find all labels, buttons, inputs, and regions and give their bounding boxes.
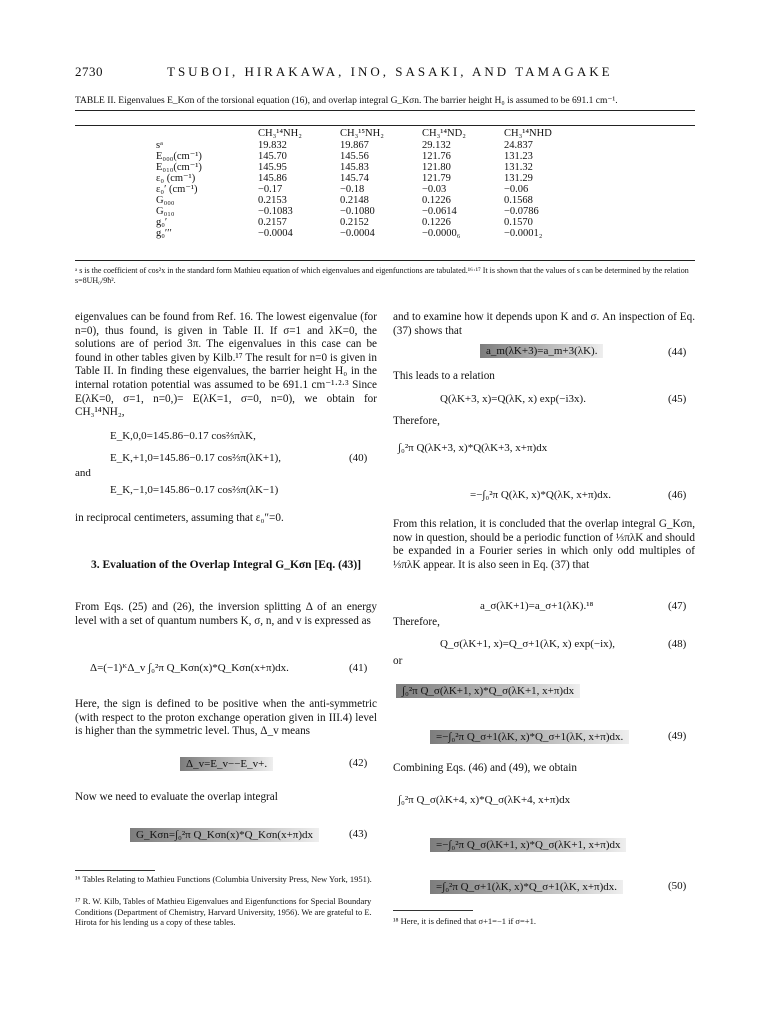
table-row: [150, 195, 580, 206]
right-or: or: [393, 655, 403, 667]
table-cell: −0.17: [258, 184, 283, 195]
right-therefore-2: Therefore,: [393, 616, 440, 628]
table-cell: 145.56: [340, 151, 369, 162]
table-cell: 29.132: [422, 140, 451, 151]
table-row: [150, 217, 580, 228]
table-cell: 145.86: [258, 173, 287, 184]
equation-40a: E_K,0,0=145.86−0.17 cos⅔πλK,: [110, 430, 256, 442]
equation-42: Δ_v=E_v−−E_v+.: [180, 757, 273, 771]
table-cell: 145.83: [340, 162, 369, 173]
table-col-header: CH₃¹⁴NH₂: [258, 127, 302, 139]
table-cell: 24.837: [504, 140, 533, 151]
table-header-row: [150, 126, 580, 140]
equation-46a: ∫₀²π Q(λK+3, x)*Q(λK+3, x+π)dx: [398, 442, 548, 454]
running-head-authors: TSUBOI, HIRAKAWA, INO, SASAKI, AND TAMAGAKE: [167, 64, 613, 79]
equation-43: G_Kσn=∫₀²π Q_Kσn(x)*Q_Kσn(x+π)dx: [130, 828, 319, 842]
equation-40b: E_K,+1,0=145.86−0.17 cos⅔π(λK+1),: [110, 452, 282, 464]
equation-number-43: (43): [349, 828, 368, 840]
equation-46b: =−∫₀²π Q(λK, x)*Q(λK, x+π)dx.: [470, 489, 611, 501]
table-cell: −0.0004: [258, 228, 293, 239]
table-cell: 19.867: [340, 140, 369, 151]
table-cell: 145.74: [340, 173, 369, 184]
table-col-header: CH₃¹⁴NHD: [504, 127, 552, 139]
right-para-1: and to examine how it depends upon K and σ. An inspection of Eq. (37) shows that: [393, 311, 695, 337]
table-row: [150, 184, 580, 195]
table-cell: −0.0614: [422, 206, 457, 217]
table-cell: 19.832: [258, 140, 287, 151]
table-cell: −0.0000₆: [422, 228, 461, 239]
table-row-label: ε₀ (cm⁻¹): [156, 173, 196, 184]
equation-number-41: (41): [349, 662, 368, 674]
table-cell: 145.95: [258, 162, 287, 173]
table-row: [150, 162, 580, 173]
table-row-label: E₀₁₀(cm⁻¹): [156, 162, 202, 173]
table-row: [150, 228, 580, 239]
equation-number-45: (45): [668, 393, 687, 405]
table-col-header: CH₃¹⁴ND₂: [422, 127, 466, 139]
equation-49a: ∫₀²π Q_σ(λK+1, x)*Q_σ(λK+1, x+π)dx: [396, 684, 580, 698]
equation-40c: E_K,−1,0=145.86−0.17 cos⅔π(λK−1): [110, 484, 279, 496]
section-heading: 3. Evaluation of the Overlap Integral G_Kσn [Eq. (43)]: [90, 559, 362, 571]
footnote-18: ¹⁸ Here, it is defined that σ+1=−1 if σ=+1.: [393, 916, 536, 926]
table-row-label: g₀′′′: [156, 228, 172, 239]
table-row-label: sᵃ: [156, 140, 163, 151]
table-row: [150, 206, 580, 217]
table-row: [150, 173, 580, 184]
left-para-5: Now we need to evaluate the overlap integral: [75, 791, 278, 803]
left-para-2: in reciprocal centimeters, assuming that ε₀″=0.: [75, 512, 284, 524]
table-cell: 121.79: [422, 173, 451, 184]
equation-48: Q_σ(λK+1, x)=Q_σ+1(λK, x) exp(−ix),: [440, 638, 616, 650]
table-cell: 0.1570: [504, 217, 533, 228]
table-cell: 0.1568: [504, 195, 533, 206]
right-para-4: Combining Eqs. (46) and (49), we obtain: [393, 762, 577, 774]
left-para-3: From Eqs. (25) and (26), the inversion splitting Δ of an energy level with a set of quantum numbers K, σ, n, and v is expressed as: [75, 601, 377, 627]
footnote-rule-right: [393, 910, 473, 911]
table-cell: −0.0001₂: [504, 228, 543, 239]
table-cell: 145.70: [258, 151, 287, 162]
table-cell: −0.06: [504, 184, 529, 195]
footnote-16: ¹⁶ Tables Relating to Mathieu Functions (Columbia University Press, New York, 1951).: [75, 874, 372, 884]
equation-45: Q(λK+3, x)=Q(λK, x) exp(−i3x).: [440, 393, 586, 405]
equation-number-48: (48): [668, 638, 687, 650]
right-para-3: From this relation, it is concluded that the overlap integral G_Kσn, now in question, should be a periodic function of ⅓πλK and should be expanded in a Fourier series in which only odd multiples of ⅓πλK appear. It is also seen in Eq. (37) that: [393, 518, 695, 571]
table-cell: 131.23: [504, 151, 533, 162]
equation-number-46: (46): [668, 489, 687, 501]
table-cell: 0.2153: [258, 195, 287, 206]
table-row-label: E₀₀₀(cm⁻¹): [156, 151, 202, 162]
equation-number-49: (49): [668, 730, 687, 742]
equation-50a: ∫₀²π Q_σ(λK+4, x)*Q_σ(λK+4, x+π)dx: [398, 794, 571, 806]
table-col-header: CH₃¹⁵NH₂: [340, 127, 384, 139]
equation-49b: =−∫₀²π Q_σ+1(λK, x)*Q_σ+1(λK, x+π)dx.: [430, 730, 629, 744]
table-row-label: ε₀′ (cm⁻¹): [156, 184, 198, 195]
equation-number-44: (44): [668, 346, 687, 358]
footnote-rule: [75, 870, 155, 871]
table-cell: 0.1226: [422, 195, 451, 206]
table-cell: −0.1080: [340, 206, 375, 217]
equation-44: a_m(λK+3)=a_m+3(λK).: [480, 344, 603, 358]
eigenvalue-table: [150, 126, 580, 239]
table-row: [150, 140, 580, 151]
table-body: [150, 140, 580, 239]
table-row: [150, 151, 580, 162]
table-cell: −0.18: [340, 184, 365, 195]
table-cell: 131.29: [504, 173, 533, 184]
equation-number-50: (50): [668, 880, 687, 892]
footnote-17: ¹⁷ R. W. Kilb, Tables of Mathieu Eigenvalues and Eigenfunctions for Special Boundary Conditions (Department of Chemistry, Harvard University, 1956). We are grateful to E. Hirota for his lending us a copy of these tables.: [75, 896, 372, 927]
table-row-label: G₀₀₀: [156, 195, 175, 206]
table-cell: 131.32: [504, 162, 533, 173]
table-top-rule: [75, 110, 695, 111]
equation-number-42: (42): [349, 757, 368, 769]
table-footnote: ᵃ s is the coefficient of cos²x in the standard form Mathieu equation of which eigenvalues and eigenfunctions are tabulated.¹⁶·¹⁷ It is shown that the values of s can be determined by the relation s=8UH₀/9ħ².: [75, 266, 689, 285]
table-cell: 0.2152: [340, 217, 369, 228]
right-therefore-1: Therefore,: [393, 415, 440, 427]
left-para-4: Here, the sign is defined to be positive when the anti-symmetric (with respect to the proton exchange operation given in III.4) level is higher than the symmetric level. Thus, Δ_v means: [75, 698, 377, 738]
left-para-1: eigenvalues can be found from Ref. 16. The lowest eigenvalue (for n=0), thus found, is given in Table II. If σ=1 and λK=0, the solutions are of period 3π. The eigenvalues in this case can be found in other tables given by Kilb.¹⁷ The result for n=0 is given in Table II. In finding these eigenvalues, the barrier height H₀ in the internal rotation potential was assumed to be 691.1 cm⁻¹·²·³ Since E(λK=0, σ=1, n=0,)= E(λK=1, σ=0, n=0), we obtain for CH₃¹⁴NH₂,: [75, 311, 377, 419]
right-para-2: This leads to a relation: [393, 370, 495, 382]
table-bottom-rule: [75, 260, 695, 261]
equation-41: Δ=(−1)ᴷΔ_v ∫₀²π Q_Kσn(x)*Q_Kσn(x+π)dx.: [90, 662, 289, 674]
table-cell: 0.1226: [422, 217, 451, 228]
table-cell: 121.76: [422, 151, 451, 162]
table-cell: −0.0786: [504, 206, 539, 217]
page-number: 2730: [75, 64, 103, 79]
table-row-label: G₀₁₀: [156, 206, 175, 217]
table-cell: 121.80: [422, 162, 451, 173]
table-row-label: g₀′: [156, 217, 168, 228]
equation-number-47: (47): [668, 600, 687, 612]
and-word: and: [75, 467, 91, 479]
table-caption: TABLE II. Eigenvalues E_Kσn of the torsional equation (16), and overlap integral G_Kσn. The barrier height H₀ is assumed to be 691.1 cm⁻¹.: [75, 96, 618, 106]
table-cell: −0.03: [422, 184, 447, 195]
table-cell: 0.2148: [340, 195, 369, 206]
equation-50c: =∫₀²π Q_σ+1(λK, x)*Q_σ+1(λK, x+π)dx.: [430, 880, 623, 894]
equation-47: a_σ(λK+1)=a_σ+1(λK).¹⁸: [480, 600, 594, 612]
table-col-header: [150, 126, 252, 140]
table-cell: −0.1083: [258, 206, 293, 217]
table-cell: −0.0004: [340, 228, 375, 239]
table-cell: 0.2157: [258, 217, 287, 228]
equation-50b: =−∫₀²π Q_σ(λK+1, x)*Q_σ(λK+1, x+π)dx: [430, 838, 626, 852]
equation-number-40: (40): [349, 452, 368, 464]
